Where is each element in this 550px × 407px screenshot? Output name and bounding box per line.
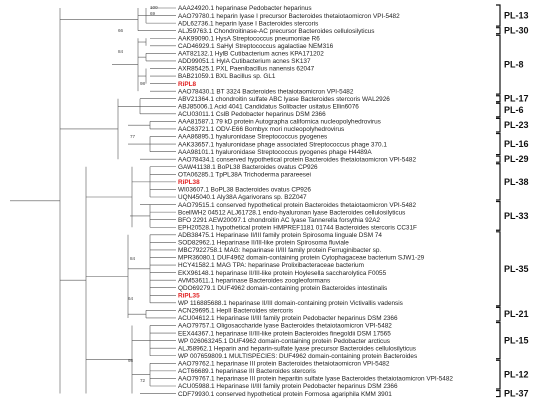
leaf-label: AVM53611.1 heparinase Bacteroides zoogleoformans <box>178 277 331 285</box>
leaf-label: ACU03011.1 CslB Pedobacter heparinus DSM 2366 <box>178 111 326 119</box>
family-label: PL-37 <box>504 388 529 399</box>
bootstrap-value: 77 <box>130 134 136 139</box>
leaf-label: ADL62736.1 heparin lyase I Bacteroides stercoris <box>178 20 319 28</box>
family-label: PL-15 <box>504 335 529 346</box>
family-label: PL-17 <box>504 93 529 104</box>
family-bracket <box>496 5 500 26</box>
leaf-label: AAO79515.1 conserved hypothetical protein Bacteroides thetaiotaomicron VPI-5482 <box>178 201 417 209</box>
family-bracket <box>496 35 500 94</box>
leaf-label: MBC7922758.1 MAG: heparinase II/III family protein Ferruginibacter sp. <box>178 247 382 255</box>
leaf-label: AAO79780.1 heparin lyase I precursor Bacteroides thetaiotaomicron VPI-5482 <box>178 12 400 20</box>
bootstrap-value: 72 <box>140 378 146 383</box>
leaf-label: UQN45040.1 Aly38A Agarivorans sp. B2Z047 <box>178 194 307 202</box>
family-label: PL-13 <box>504 10 529 21</box>
leaf-label: AAT82132.1 HylB Cutibacterium acnes KPA171202 <box>178 50 324 58</box>
family-bracket <box>496 360 500 389</box>
leaf-label: WI03607.1 BoPL38 Bacteroides ovatus CP926 <box>178 186 311 194</box>
leaf-label: AAA81587.1 79 kD protein Autographa californica nucleopolyhedrovirus <box>178 118 381 126</box>
leaf-label: ALJ59763.1 Chondroitinase-AC precursor Bacteroides cellulosilyticus <box>178 27 375 35</box>
family-label: PL-6 <box>504 105 524 116</box>
bootstrap-value: 64 <box>128 296 134 301</box>
family-bracket <box>496 134 500 155</box>
leaf-label: AXR85425.1 PXL Paenibacillus nanensis 62047 <box>178 65 315 73</box>
bootstrap-value: 84 <box>130 256 136 261</box>
leaf-label: BAB21059.1 BXL Bacillus sp. GL1 <box>178 73 276 81</box>
leaf-label: HCY41582.1 MAG TPA: heparinase Prolixibacteraceae bacterium <box>178 262 364 270</box>
family-label: PL-29 <box>504 154 529 165</box>
leaf-label: AAK99090.1 HysA Streptococcus pneumoniae R6 <box>178 35 320 43</box>
leaf-label: WP 116885688.1 heparinase II/III domain-containing protein Victivallis vadensis <box>178 300 403 308</box>
leaf-label: ADB38475.1 Heparinase II/III family protein Spirosoma linguale DSM 74 <box>178 232 382 239</box>
leaf-label: GAW41138.1 BoPL38 Bacteroides ovatus CP926 <box>178 163 318 171</box>
family-bracket <box>496 323 500 359</box>
leaf-label: AAA98101.1 hyaluronidase Streptococcus pyogenes phage H4489A <box>178 148 372 156</box>
leaf-label: SOD82962.1 Heparinase II/III-like protein Spirosoma fluviale <box>178 239 349 247</box>
leaf-label: ABJ85006.1 Acid 4041 Candidatus Solibacter usitatus Ellin6076 <box>178 103 359 111</box>
leaf-label: ABV21364.1 chondroitin sulfate ABC lyase Bacteroides stercoris WAL2926 <box>178 95 390 103</box>
leaf-label: EKX96148.1 heparinase II/III-like protein Hoylesella saccharolytica F0055 <box>178 269 387 277</box>
family-bracket <box>496 391 500 397</box>
family-bracket <box>496 28 500 34</box>
leaf-label: ACN29695.1 HepII Bacteroides stercoris <box>178 307 294 315</box>
leaf-label: AAC63721.1 ODV-E66 Bombyx mori nucleopolyhedrovirus <box>178 126 345 134</box>
leaf-label: CAD46929.1 SaHyl Streptococcus agalactiae NEM316 <box>178 43 334 50</box>
leaf-label: AAO78434.1 conserved hypothetical protein Bacteroides thetaiotaomicron VPI-5482 <box>178 156 417 164</box>
bootstrap-value: 66 <box>118 28 124 33</box>
family-label: PL-21 <box>504 309 529 320</box>
leaf-label: OTA06285.1 TpPL38A Trichoderma parareesei <box>178 171 311 179</box>
family-label: PL-8 <box>504 59 524 70</box>
leaf-label: EEX44367.1 heparinase II/III-like protein Bacteroides finegoldii DSM 17565 <box>178 330 391 338</box>
leaf-label: ADD99051.1 HylA Cutibacterium acnes SK137 <box>178 58 311 66</box>
family-label: PL-16 <box>504 139 529 150</box>
bootstrap-value: 69 <box>150 11 156 16</box>
leaf-label: BcellWH2 04512 ALJ61728.1 endo-hyaluronan lyase Bacteroides cellulosilyticus <box>178 209 406 217</box>
leaf-label: AAA24920.1 heparinase Pedobacter heparinus <box>178 5 312 13</box>
highlighted-leaf-label: RiPL8 <box>178 80 197 88</box>
family-bracket <box>496 232 500 306</box>
family-label: PL-30 <box>504 25 529 36</box>
leaf-label: AAO79762.1 heparinase III protein Bacteroides thetaiotaomicron VPI-5482 <box>178 360 390 368</box>
family-bracket <box>496 96 500 102</box>
family-bracket <box>496 156 500 162</box>
family-label: PL-38 <box>504 176 529 187</box>
family-label: PL-35 <box>504 263 529 274</box>
bootstrap-value: 98 <box>140 81 146 86</box>
leaf-label: ACT66689.1 heparinase III Bacteroides stercoris <box>178 368 316 376</box>
leaf-label: BFO 2291 AEW20097.1 chondroitin AC lyase Tannerella forsythia 92A2 <box>178 216 381 224</box>
family-bracket <box>496 202 500 231</box>
leaf-label: AAO79757.1 Oligosaccharide lyase Bacteroides thetaiotaomicron VPI-5482 <box>178 322 392 330</box>
family-label: PL-23 <box>504 120 529 131</box>
highlighted-leaf-label: RiPL35 <box>178 292 200 300</box>
family-bracket <box>496 103 500 117</box>
bootstrap-value: 100 <box>150 5 158 10</box>
leaf-label: ALJ58962.1 Heparin and heparin-sulfate lyase precursor Bacteroides cellulosilyticus <box>178 345 417 353</box>
leaf-label: QDO69279.1 DUF4962 domain-containing protein Bacteroides intestinalis <box>178 284 388 292</box>
family-bracket <box>496 307 500 321</box>
leaf-label: AAA86895.1 hyaluronidase Streptococcus pyogenes <box>178 133 328 141</box>
leaf-label: AAO78430.1 BT 3324 Bacteroides thetaiotaomicron VPI-5482 <box>178 88 354 96</box>
family-bracket <box>496 164 500 200</box>
leaf-label: MPR36080.1 DUF4962 domain-containing protein Cytophagaceae bacterium SJW1-29 <box>178 254 425 262</box>
leaf-label: ACU04612.1 Heparinase II/III family protein Pedobacter heparinus DSM 2366 <box>178 315 398 323</box>
leaf-label: WP 007659809.1 MULTISPECIES: DUF4962 domain-containing protein Bacteroides <box>178 352 418 360</box>
leaf-label: CDF79930.1 conserved hypothetical protein Formosa agariphila KMM 3901 <box>178 390 392 398</box>
highlighted-leaf-label: RiPL38 <box>178 179 200 187</box>
family-bracket <box>496 118 500 132</box>
leaf-label: ACU05988.1 Heparinase II/III family protein Pedobacter heparinus DSM 2366 <box>178 383 398 391</box>
leaf-label: EPH20528.1 hypothetical protein HMPREF1181 01744 Bacteroides stercoris CC31F <box>178 224 417 232</box>
leaf-label: AAO79767.1 heparinase III protein heparitin sulfate lyase Bacteroides thetaiotaomicron VPI-5482 <box>178 375 453 383</box>
family-label: PL-33 <box>504 210 529 221</box>
leaf-label: WP 026063245.1 DUF4962 domain-containing protein Pedobacter arcticus <box>178 337 390 345</box>
leaf-label: AAK33657.1 hyaluronidase phage associated Streptococcus phage 370.1 <box>178 141 387 149</box>
bootstrap-value: 84 <box>118 49 124 54</box>
bootstrap-value: 98 <box>128 358 134 363</box>
family-label: PL-12 <box>504 369 529 380</box>
